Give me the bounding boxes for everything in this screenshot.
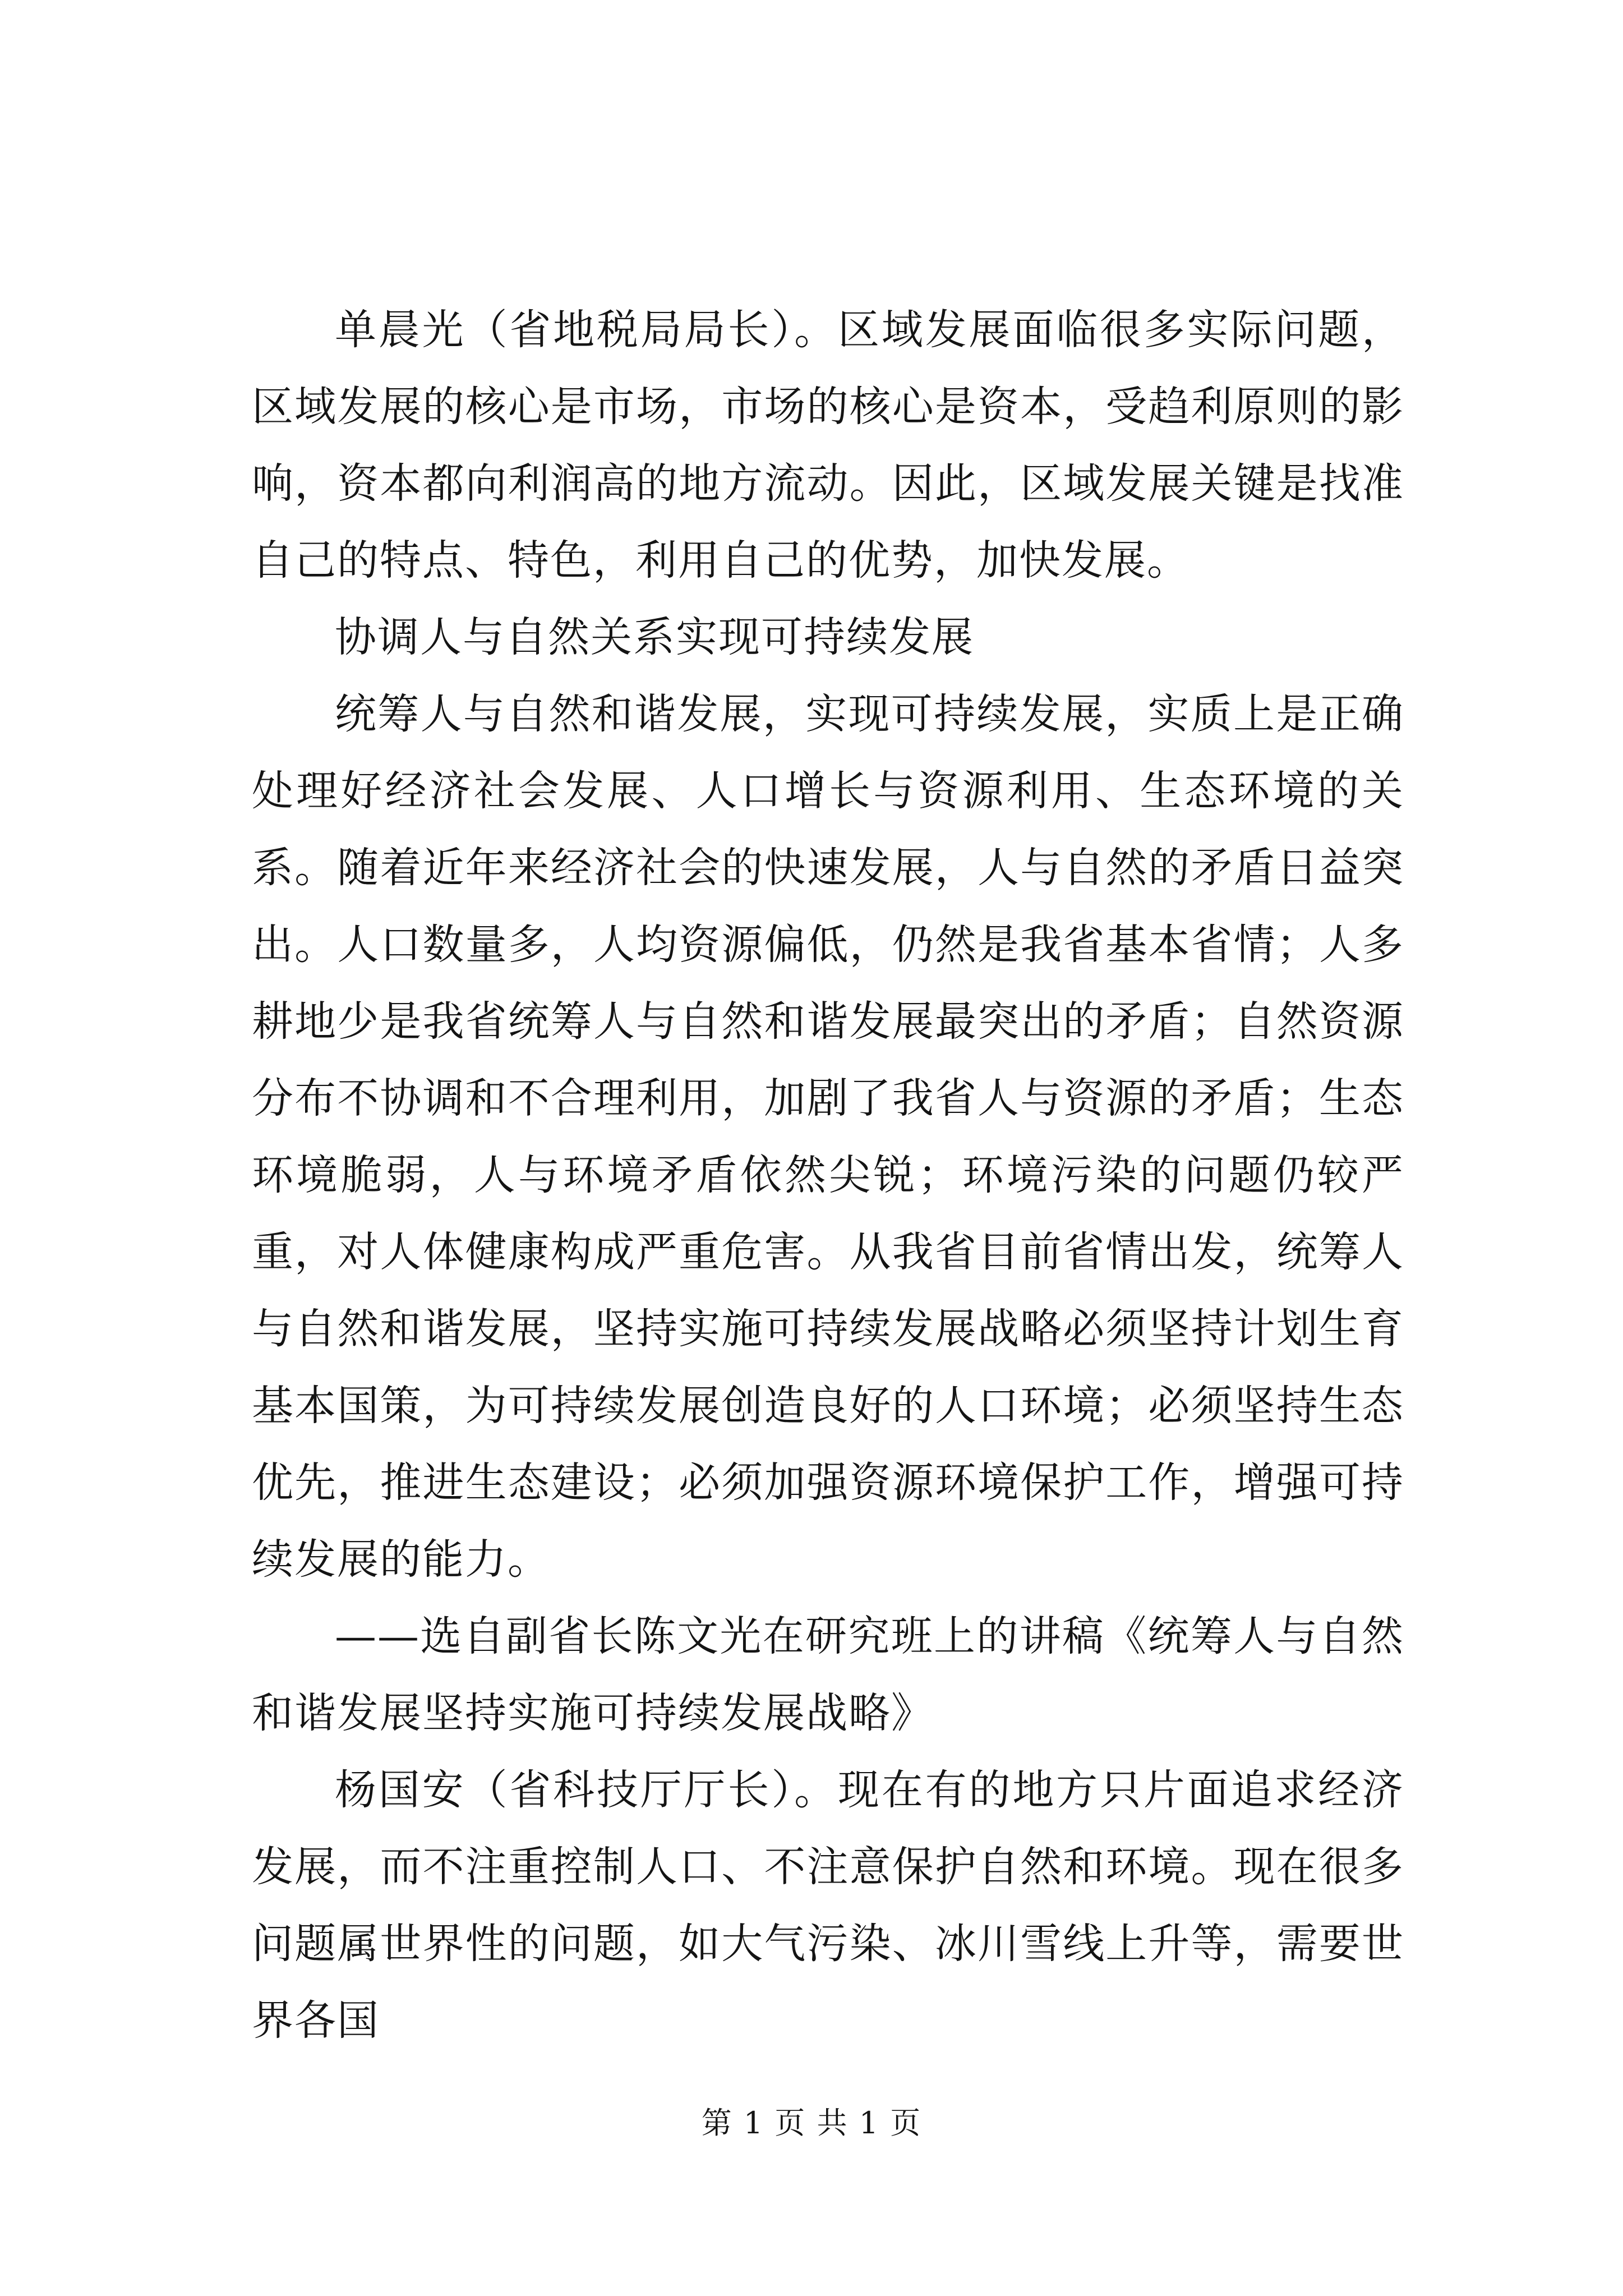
page-footer: 第 1 页 共 1 页 [701,2105,922,2141]
document-body [252,292,1404,2059]
paragraph-shan-chenguang: 单晨光（省地税局局长）。区域发展面临很多实际问题，区域发展的核心是市场，市场的核心是资本，受趋利原则的影响，资本都向利润高的地方流动。因此，区域发展关键是找准自己的特点、特色，利用自己的优势，加快发展。 [252,306,1404,585]
paragraph-yang-guoan: 杨国安（省科技厅厅长）。现在有的地方只片面追求经济发展，而不注重控制人口、不注意保护自然和环境。现在很多问题属世界性的问题，如大气污染、冰川雪线上升等，需要世界各国 [252,1766,1404,2045]
paragraph-source-citation: ——选自副省长陈文光在研究班上的讲稿《统筹人与自然和谐发展坚持实施可持续发展战略》 [252,1612,1404,1737]
paragraph-sustainable-development: 统筹人与自然和谐发展，实现可持续发展，实质上是正确处理好经济社会发展、人口增长与资源利用、生态环境的关系。随着近年来经济社会的快速发展，人与自然的矛盾日益突出。人口数量多，人均资源偏低，仍然是我省基本省情；人多耕地少是我省统筹人与自然和谐发展最突出的矛盾；自然资源分布不协调和不合理利用，加剧了我省人与资源的矛盾；生态环境脆弱，人与环境矛盾依然尖锐；环境污染的问题仍较严重，对人体健康构成严重危害。从我省目前省情出发，统筹人与自然和谐发展，坚持实施可持续发展战略必须坚持计划生育基本国策，为可持续发展创造良好的人口环境；必须坚持生态优先，推进生态建设；必须加强资源环境保护工作，增强可持续发展的能力。 [252,690,1404,1584]
section-heading: 协调人与自然关系实现可持续发展 [335,613,974,661]
